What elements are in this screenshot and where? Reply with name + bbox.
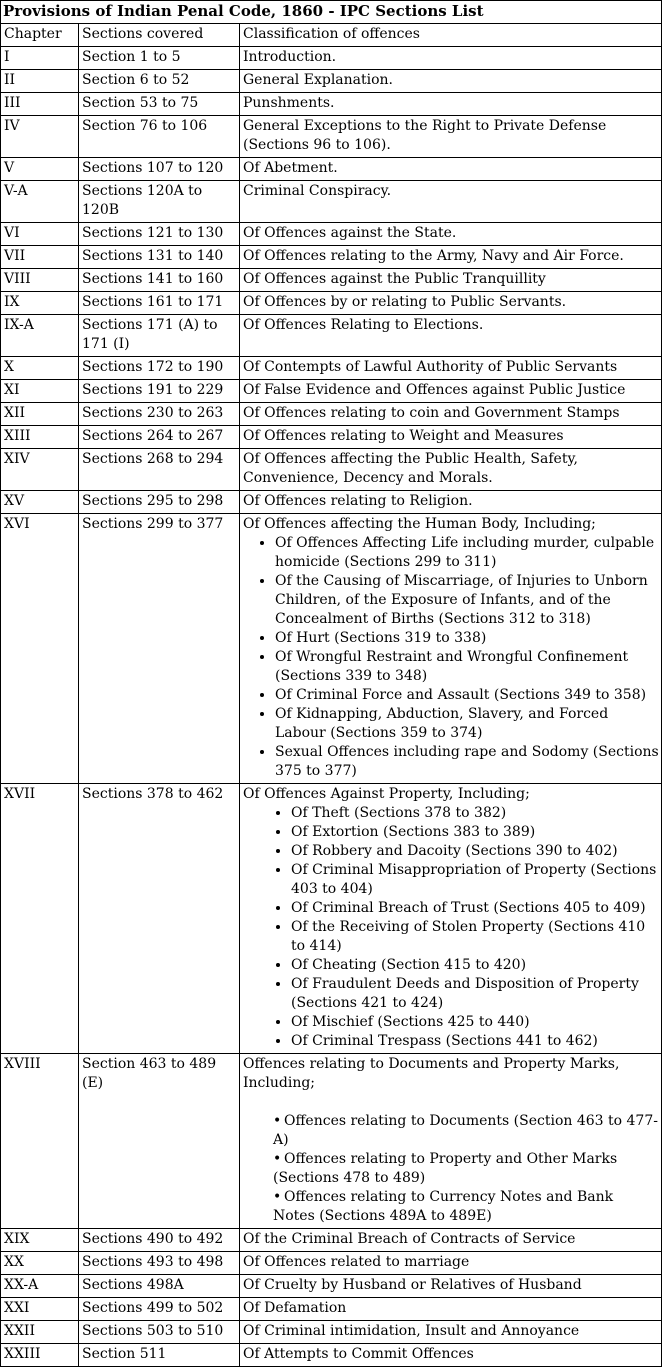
list-item: • Of Cheating (Section 415 to 420) — [291, 956, 659, 975]
list-item-text: Offences relating to Property and Other Marks (Sections 478 to 489) — [273, 1151, 618, 1186]
table-row — [1, 491, 662, 514]
table-row — [1, 1054, 662, 1229]
chapter-cell: V — [1, 158, 79, 181]
chapter-cell: VII — [1, 246, 79, 269]
offence-sublist — [243, 1112, 659, 1226]
offence-cell: Of Criminal intimidation, Insult and Annoyance — [240, 1321, 662, 1344]
list-item: • Of Hurt (Sections 319 to 338) — [275, 629, 659, 648]
list-item: • Of Kidnapping, Abduction, Slavery, and Forced Labour (Sections 359 to 374) — [275, 705, 659, 743]
list-item: • Of the Receiving of Stolen Property (Sections 410 to 414) — [291, 918, 659, 956]
header-row — [1, 24, 662, 47]
sections-cell: Sections 141 to 160 — [79, 269, 240, 292]
table-row — [1, 70, 662, 93]
list-item — [243, 1188, 659, 1226]
table-body-middle — [1, 514, 662, 1229]
sections-cell: Sections 107 to 120 — [79, 158, 240, 181]
list-item: • Of Wrongful Restraint and Wrongful Confinement (Sections 339 to 348) — [275, 648, 659, 686]
list-item: • Of Robbery and Dacoity (Sections 390 to 402) — [291, 842, 659, 861]
list-item: • Sexual Offences including rape and Sodomy (Sections 375 to 377) — [275, 743, 659, 781]
sections-cell: Section 6 to 52 — [79, 70, 240, 93]
table-row — [1, 158, 662, 181]
chapter-cell: XIII — [1, 426, 79, 449]
sections-cell: Sections 378 to 462 — [79, 784, 240, 1054]
table-body-upper — [1, 47, 662, 514]
chapter-cell: IX — [1, 292, 79, 315]
table-row — [1, 1252, 662, 1275]
offence-intro: Of Offences affecting the Human Body, Including; — [243, 516, 596, 532]
table-row — [1, 1298, 662, 1321]
offence-cell: Of False Evidence and Offences against Public Justice — [240, 380, 662, 403]
chapter-cell: II — [1, 70, 79, 93]
sections-cell: Sections 299 to 377 — [79, 514, 240, 784]
sections-cell: Sections 503 to 510 — [79, 1321, 240, 1344]
chapter-cell: XX-A — [1, 1275, 79, 1298]
table-title: Provisions of Indian Penal Code, 1860 - IPC Sections List — [1, 1, 662, 24]
header-sections: Sections covered — [79, 24, 240, 47]
table-row — [1, 1229, 662, 1252]
offence-cell: Of the Criminal Breach of Contracts of Service — [240, 1229, 662, 1252]
offence-cell: General Explanation. — [240, 70, 662, 93]
table-row — [1, 357, 662, 380]
sections-cell: Sections 172 to 190 — [79, 357, 240, 380]
table-row — [1, 403, 662, 426]
offence-cell — [240, 784, 662, 1054]
sections-cell: Section 53 to 75 — [79, 93, 240, 116]
list-item-text: Offences relating to Currency Notes and Bank Notes (Sections 489A to 489E) — [273, 1189, 614, 1224]
list-item: • Of Criminal Misappropriation of Property (Sections 403 to 404) — [291, 861, 659, 899]
chapter-cell: XIV — [1, 449, 79, 491]
sections-cell: Sections 499 to 502 — [79, 1298, 240, 1321]
sections-cell: Section 1 to 5 — [79, 47, 240, 70]
chapter-cell: III — [1, 93, 79, 116]
table-row — [1, 269, 662, 292]
offence-cell: Introduction. — [240, 47, 662, 70]
list-item-text: Offences relating to Documents (Section 463 to 477-A) — [273, 1113, 658, 1148]
spacer — [243, 1093, 659, 1112]
table-row — [1, 292, 662, 315]
offence-cell: Of Offences against the Public Tranquillity — [240, 269, 662, 292]
offence-cell: Criminal Conspiracy. — [240, 181, 662, 223]
table-row — [1, 246, 662, 269]
offence-cell: Of Offences relating to coin and Government Stamps — [240, 403, 662, 426]
offence-cell: Of Offences related to marriage — [240, 1252, 662, 1275]
chapter-cell: VI — [1, 223, 79, 246]
offence-cell: Of Defamation — [240, 1298, 662, 1321]
sections-cell: Sections 230 to 263 — [79, 403, 240, 426]
offence-cell: Of Offences relating to Religion. — [240, 491, 662, 514]
sections-cell: Sections 191 to 229 — [79, 380, 240, 403]
list-item: • Of Criminal Force and Assault (Sections 349 to 358) — [275, 686, 659, 705]
offence-cell — [240, 1054, 662, 1229]
list-item: • Of Theft (Sections 378 to 382) — [291, 804, 659, 823]
offence-cell: Of Offences Relating to Elections. — [240, 315, 662, 357]
table-row — [1, 1344, 662, 1367]
sections-cell: Sections 295 to 298 — [79, 491, 240, 514]
sections-cell: Section 463 to 489 (E) — [79, 1054, 240, 1229]
offence-intro: Of Offences Against Property, Including; — [243, 786, 530, 802]
table-row — [1, 223, 662, 246]
table-row — [1, 784, 662, 1054]
sections-cell: Sections 120A to 120B — [79, 181, 240, 223]
chapter-cell: XIX — [1, 1229, 79, 1252]
chapter-cell: XVI — [1, 514, 79, 784]
sections-cell: Sections 268 to 294 — [79, 449, 240, 491]
table-row — [1, 93, 662, 116]
list-item: • Of Criminal Breach of Trust (Sections 405 to 409) — [291, 899, 659, 918]
sections-cell: Sections 498A — [79, 1275, 240, 1298]
sections-cell: Section 76 to 106 — [79, 116, 240, 158]
header-chapter: Chapter — [1, 24, 79, 47]
chapter-cell: XXI — [1, 1298, 79, 1321]
table-row — [1, 116, 662, 158]
table-row — [1, 315, 662, 357]
chapter-cell: XXII — [1, 1321, 79, 1344]
list-item: • Of Criminal Trespass (Sections 441 to 462) — [291, 1032, 659, 1051]
offence-intro: Offences relating to Documents and Property Marks, Including; — [243, 1056, 620, 1091]
table-row — [1, 1321, 662, 1344]
sections-cell: Sections 121 to 130 — [79, 223, 240, 246]
table-body-lower — [1, 1229, 662, 1367]
sections-cell: Sections 131 to 140 — [79, 246, 240, 269]
offence-cell: Of Offences affecting the Public Health, Safety, Convenience, Decency and Morals. — [240, 449, 662, 491]
chapter-cell: XXIII — [1, 1344, 79, 1367]
chapter-cell: XI — [1, 380, 79, 403]
list-item — [243, 1150, 659, 1188]
list-item — [243, 1112, 659, 1150]
chapter-cell: XII — [1, 403, 79, 426]
sections-cell: Sections 264 to 267 — [79, 426, 240, 449]
offence-cell: Of Abetment. — [240, 158, 662, 181]
sections-cell: Sections 493 to 498 — [79, 1252, 240, 1275]
table-row — [1, 514, 662, 784]
chapter-cell: V-A — [1, 181, 79, 223]
offence-cell: Of Contempts of Lawful Authority of Public Servants — [240, 357, 662, 380]
list-item: • Of Fraudulent Deeds and Disposition of Property (Sections 421 to 424) — [291, 975, 659, 1013]
offence-cell — [240, 514, 662, 784]
list-item: • Of Extortion (Sections 383 to 389) — [291, 823, 659, 842]
chapter-cell: XV — [1, 491, 79, 514]
bullet-icon: • — [273, 1189, 282, 1205]
title-row — [1, 1, 662, 24]
offence-cell: Punshments. — [240, 93, 662, 116]
table-row — [1, 181, 662, 223]
list-item: • Of Mischief (Sections 425 to 440) — [291, 1013, 659, 1032]
chapter-cell: IV — [1, 116, 79, 158]
bullet-icon: • — [273, 1113, 282, 1129]
offence-sublist — [243, 804, 659, 1051]
table-row — [1, 449, 662, 491]
table-row — [1, 380, 662, 403]
bullet-icon: • — [273, 1151, 282, 1167]
sections-cell: Sections 171 (A) to 171 (I) — [79, 315, 240, 357]
chapter-cell: VIII — [1, 269, 79, 292]
table-row — [1, 426, 662, 449]
chapter-cell: I — [1, 47, 79, 70]
offence-cell: Of Offences relating to Weight and Measures — [240, 426, 662, 449]
chapter-cell: XVII — [1, 784, 79, 1054]
chapter-cell: XVIII — [1, 1054, 79, 1229]
offence-cell: Of Attempts to Commit Offences — [240, 1344, 662, 1367]
offence-cell: Of Offences against the State. — [240, 223, 662, 246]
chapter-cell: XX — [1, 1252, 79, 1275]
list-item: • Of the Causing of Miscarriage, of Injuries to Unborn Children, of the Exposure of Infants, and of the Concealment of Births (Sections 312 to 318) — [275, 572, 659, 629]
table-row — [1, 1275, 662, 1298]
offence-cell: Of Cruelty by Husband or Relatives of Husband — [240, 1275, 662, 1298]
offence-sublist — [243, 534, 659, 781]
header-classification: Classification of offences — [240, 24, 662, 47]
sections-cell: Sections 161 to 171 — [79, 292, 240, 315]
sections-cell: Section 511 — [79, 1344, 240, 1367]
sections-cell: Sections 490 to 492 — [79, 1229, 240, 1252]
offence-cell: Of Offences relating to the Army, Navy and Air Force. — [240, 246, 662, 269]
offence-cell: General Exceptions to the Right to Private Defense (Sections 96 to 106). — [240, 116, 662, 158]
chapter-cell: X — [1, 357, 79, 380]
chapter-cell: IX-A — [1, 315, 79, 357]
table-row — [1, 47, 662, 70]
list-item: • Of Offences Affecting Life including murder, culpable homicide (Sections 299 to 311) — [275, 534, 659, 572]
offence-cell: Of Offences by or relating to Public Servants. — [240, 292, 662, 315]
